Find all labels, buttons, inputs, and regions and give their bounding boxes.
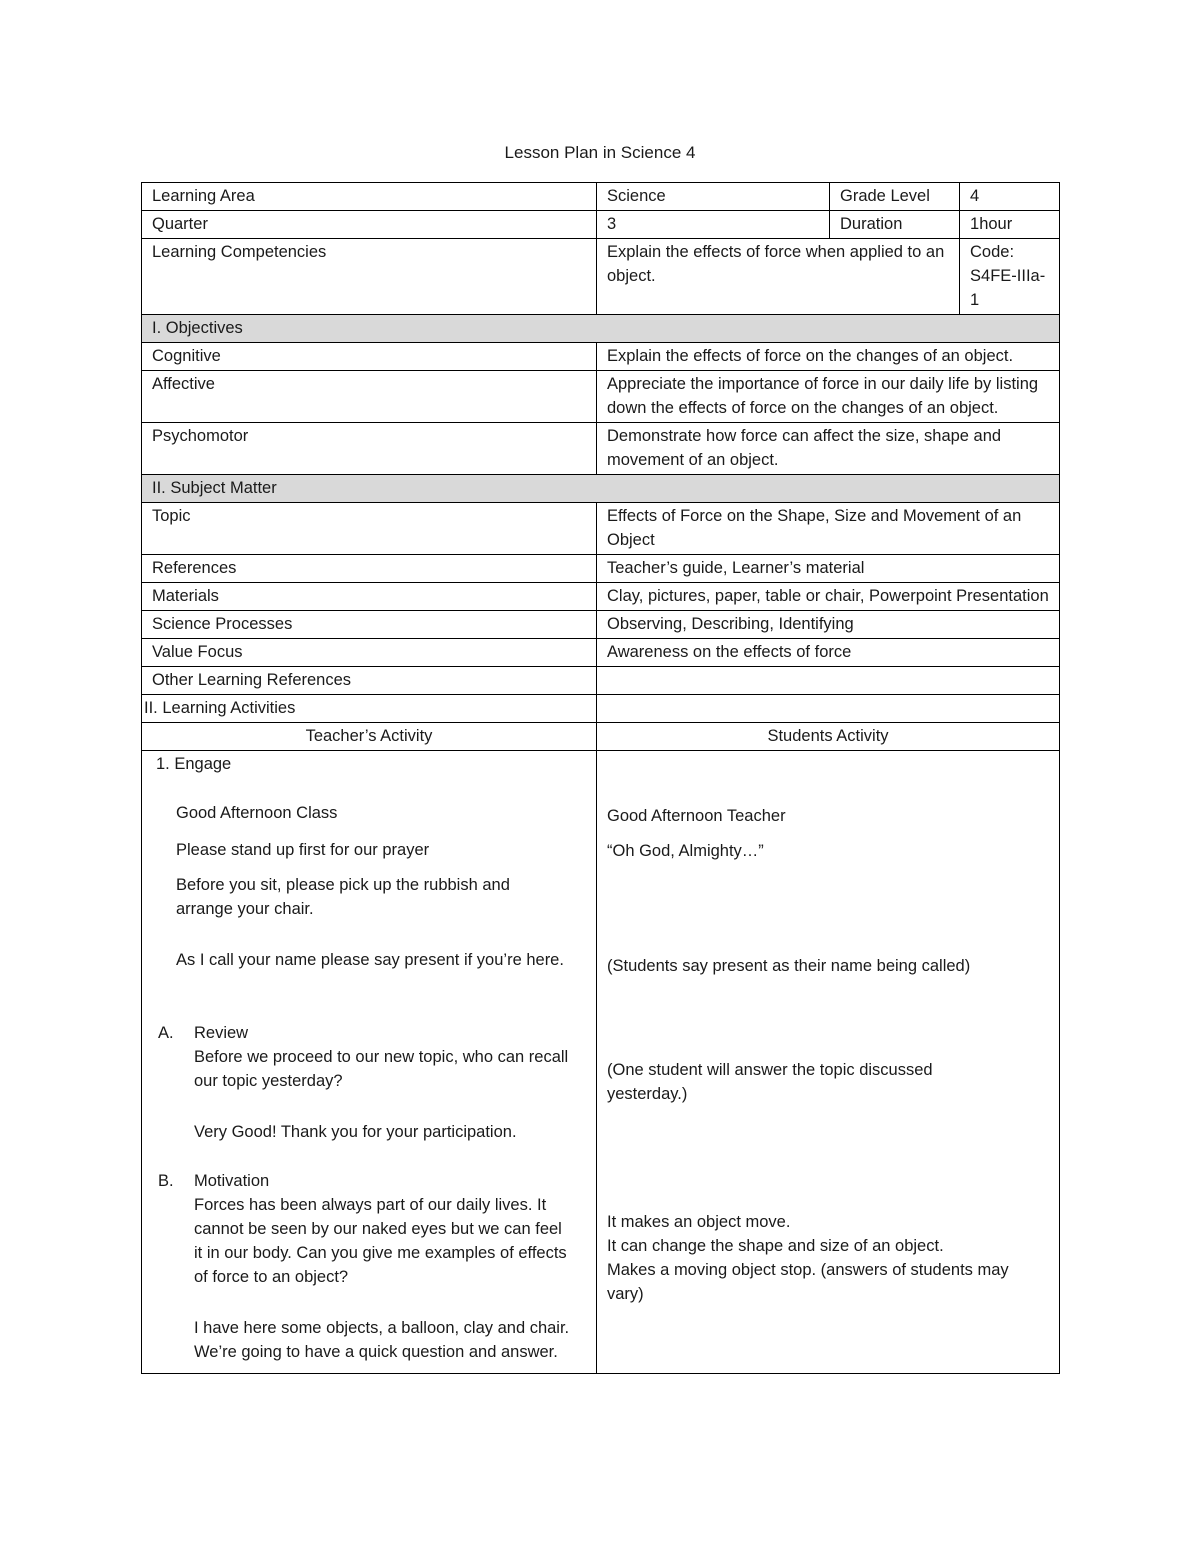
teacher-activity-cell (142, 751, 597, 1374)
processes-value: Observing, Describing, Identifying (597, 611, 1060, 639)
objects-text: I have here some objects, a balloon, clay and chair. We’re going to have a quick question and answer. (194, 1319, 570, 1361)
activities-heading: II. Learning Activities (142, 695, 597, 723)
review-title: Review (194, 1024, 249, 1042)
activities-body-row (142, 751, 1060, 1374)
motivation-text: Forces has been always part of our daily lives. It cannot be seen by our naked eyes but we can feel it in our body. Can you give me examples of effects of force to an object? (194, 1196, 567, 1286)
learning-area-value: Science (597, 183, 830, 211)
cognitive-label: Cognitive (142, 343, 597, 371)
prayer-line: Please stand up first for our prayer (176, 841, 430, 859)
affective-value: Appreciate the importance of force in our daily life by listing down the effects of force on the changes of an object. (597, 371, 1060, 423)
value-focus-label: Value Focus (142, 639, 597, 667)
subject-matter-heading: II. Subject Matter (142, 475, 1060, 503)
competencies-label: Learning Competencies (142, 239, 597, 315)
table-row (142, 667, 1060, 695)
motivation-title: Motivation (194, 1172, 270, 1190)
student-answer-3: Makes a moving object stop. (answers of students may vary) (607, 1261, 1009, 1303)
table-row (142, 723, 1060, 751)
quarter-value: 3 (597, 211, 830, 239)
student-present: (Students say present as their name being called) (607, 957, 971, 975)
topic-value: Effects of Force on the Shape, Size and Movement of an Object (597, 503, 1060, 555)
student-greeting: Good Afternoon Teacher (607, 807, 786, 825)
very-good-line: Very Good! Thank you for your participation. (194, 1123, 517, 1141)
section-row-objectives (142, 315, 1060, 343)
value-focus-value: Awareness on the effects of force (597, 639, 1060, 667)
grade-level-label: Grade Level (830, 183, 960, 211)
teacher-activity-header: Teacher’s Activity (142, 723, 597, 751)
table-row (142, 583, 1060, 611)
materials-value: Clay, pictures, paper, table or chair, Powerpoint Presentation (597, 583, 1060, 611)
references-value: Teacher’s guide, Learner’s material (597, 555, 1060, 583)
table-row (142, 639, 1060, 667)
greeting-line: Good Afternoon Class (176, 804, 338, 822)
student-answer-2: It can change the shape and size of an object. (607, 1237, 944, 1255)
cognitive-value: Explain the effects of force on the changes of an object. (597, 343, 1060, 371)
processes-label: Science Processes (142, 611, 597, 639)
duration-value: 1hour (960, 211, 1060, 239)
quarter-label: Quarter (142, 211, 597, 239)
table-row (142, 211, 1060, 239)
table-row (142, 503, 1060, 555)
affective-label: Affective (142, 371, 597, 423)
materials-label: Materials (142, 583, 597, 611)
duration-label: Duration (830, 211, 960, 239)
topic-label: Topic (142, 503, 597, 555)
student-activity-header: Students Activity (597, 723, 1060, 751)
section-row-subject-matter (142, 475, 1060, 503)
table-row (142, 695, 1060, 723)
motivation-letter: B. (158, 1172, 174, 1190)
table-row (142, 371, 1060, 423)
attendance-line: As I call your name please say present if you’re here. (176, 951, 564, 969)
lesson-plan-table (141, 182, 1060, 1374)
page-title: Lesson Plan in Science 4 (504, 143, 696, 162)
student-prayer: “Oh God, Almighty…” (607, 842, 764, 860)
student-review-answer: (One student will answer the topic discussed yesterday.) (607, 1061, 933, 1103)
psychomotor-value: Demonstrate how force can affect the size, shape and movement of an object. (597, 423, 1060, 475)
competency-code: Code: S4FE-IIIa-1 (960, 239, 1060, 315)
references-label: References (142, 555, 597, 583)
table-row (142, 423, 1060, 475)
objectives-heading: I. Objectives (142, 315, 1060, 343)
table-row (142, 343, 1060, 371)
other-refs-value (597, 667, 1060, 695)
student-answer-1: It makes an object move. (607, 1213, 791, 1231)
table-row (142, 183, 1060, 211)
grade-level-value: 4 (960, 183, 1060, 211)
other-refs-label: Other Learning References (142, 667, 597, 695)
rubbish-line: Before you sit, please pick up the rubbish and arrange your chair. (176, 876, 510, 918)
review-letter: A. (158, 1024, 174, 1042)
student-activity-cell (597, 751, 1060, 1374)
table-row (142, 239, 1060, 315)
review-text: Before we proceed to our new topic, who can recall our topic yesterday? (194, 1048, 569, 1090)
psychomotor-label: Psychomotor (142, 423, 597, 475)
table-row (142, 555, 1060, 583)
table-row (142, 611, 1060, 639)
engage-heading: 1. Engage (156, 755, 232, 773)
learning-area-label: Learning Area (142, 183, 597, 211)
competencies-value: Explain the effects of force when applied to an object. (597, 239, 960, 315)
